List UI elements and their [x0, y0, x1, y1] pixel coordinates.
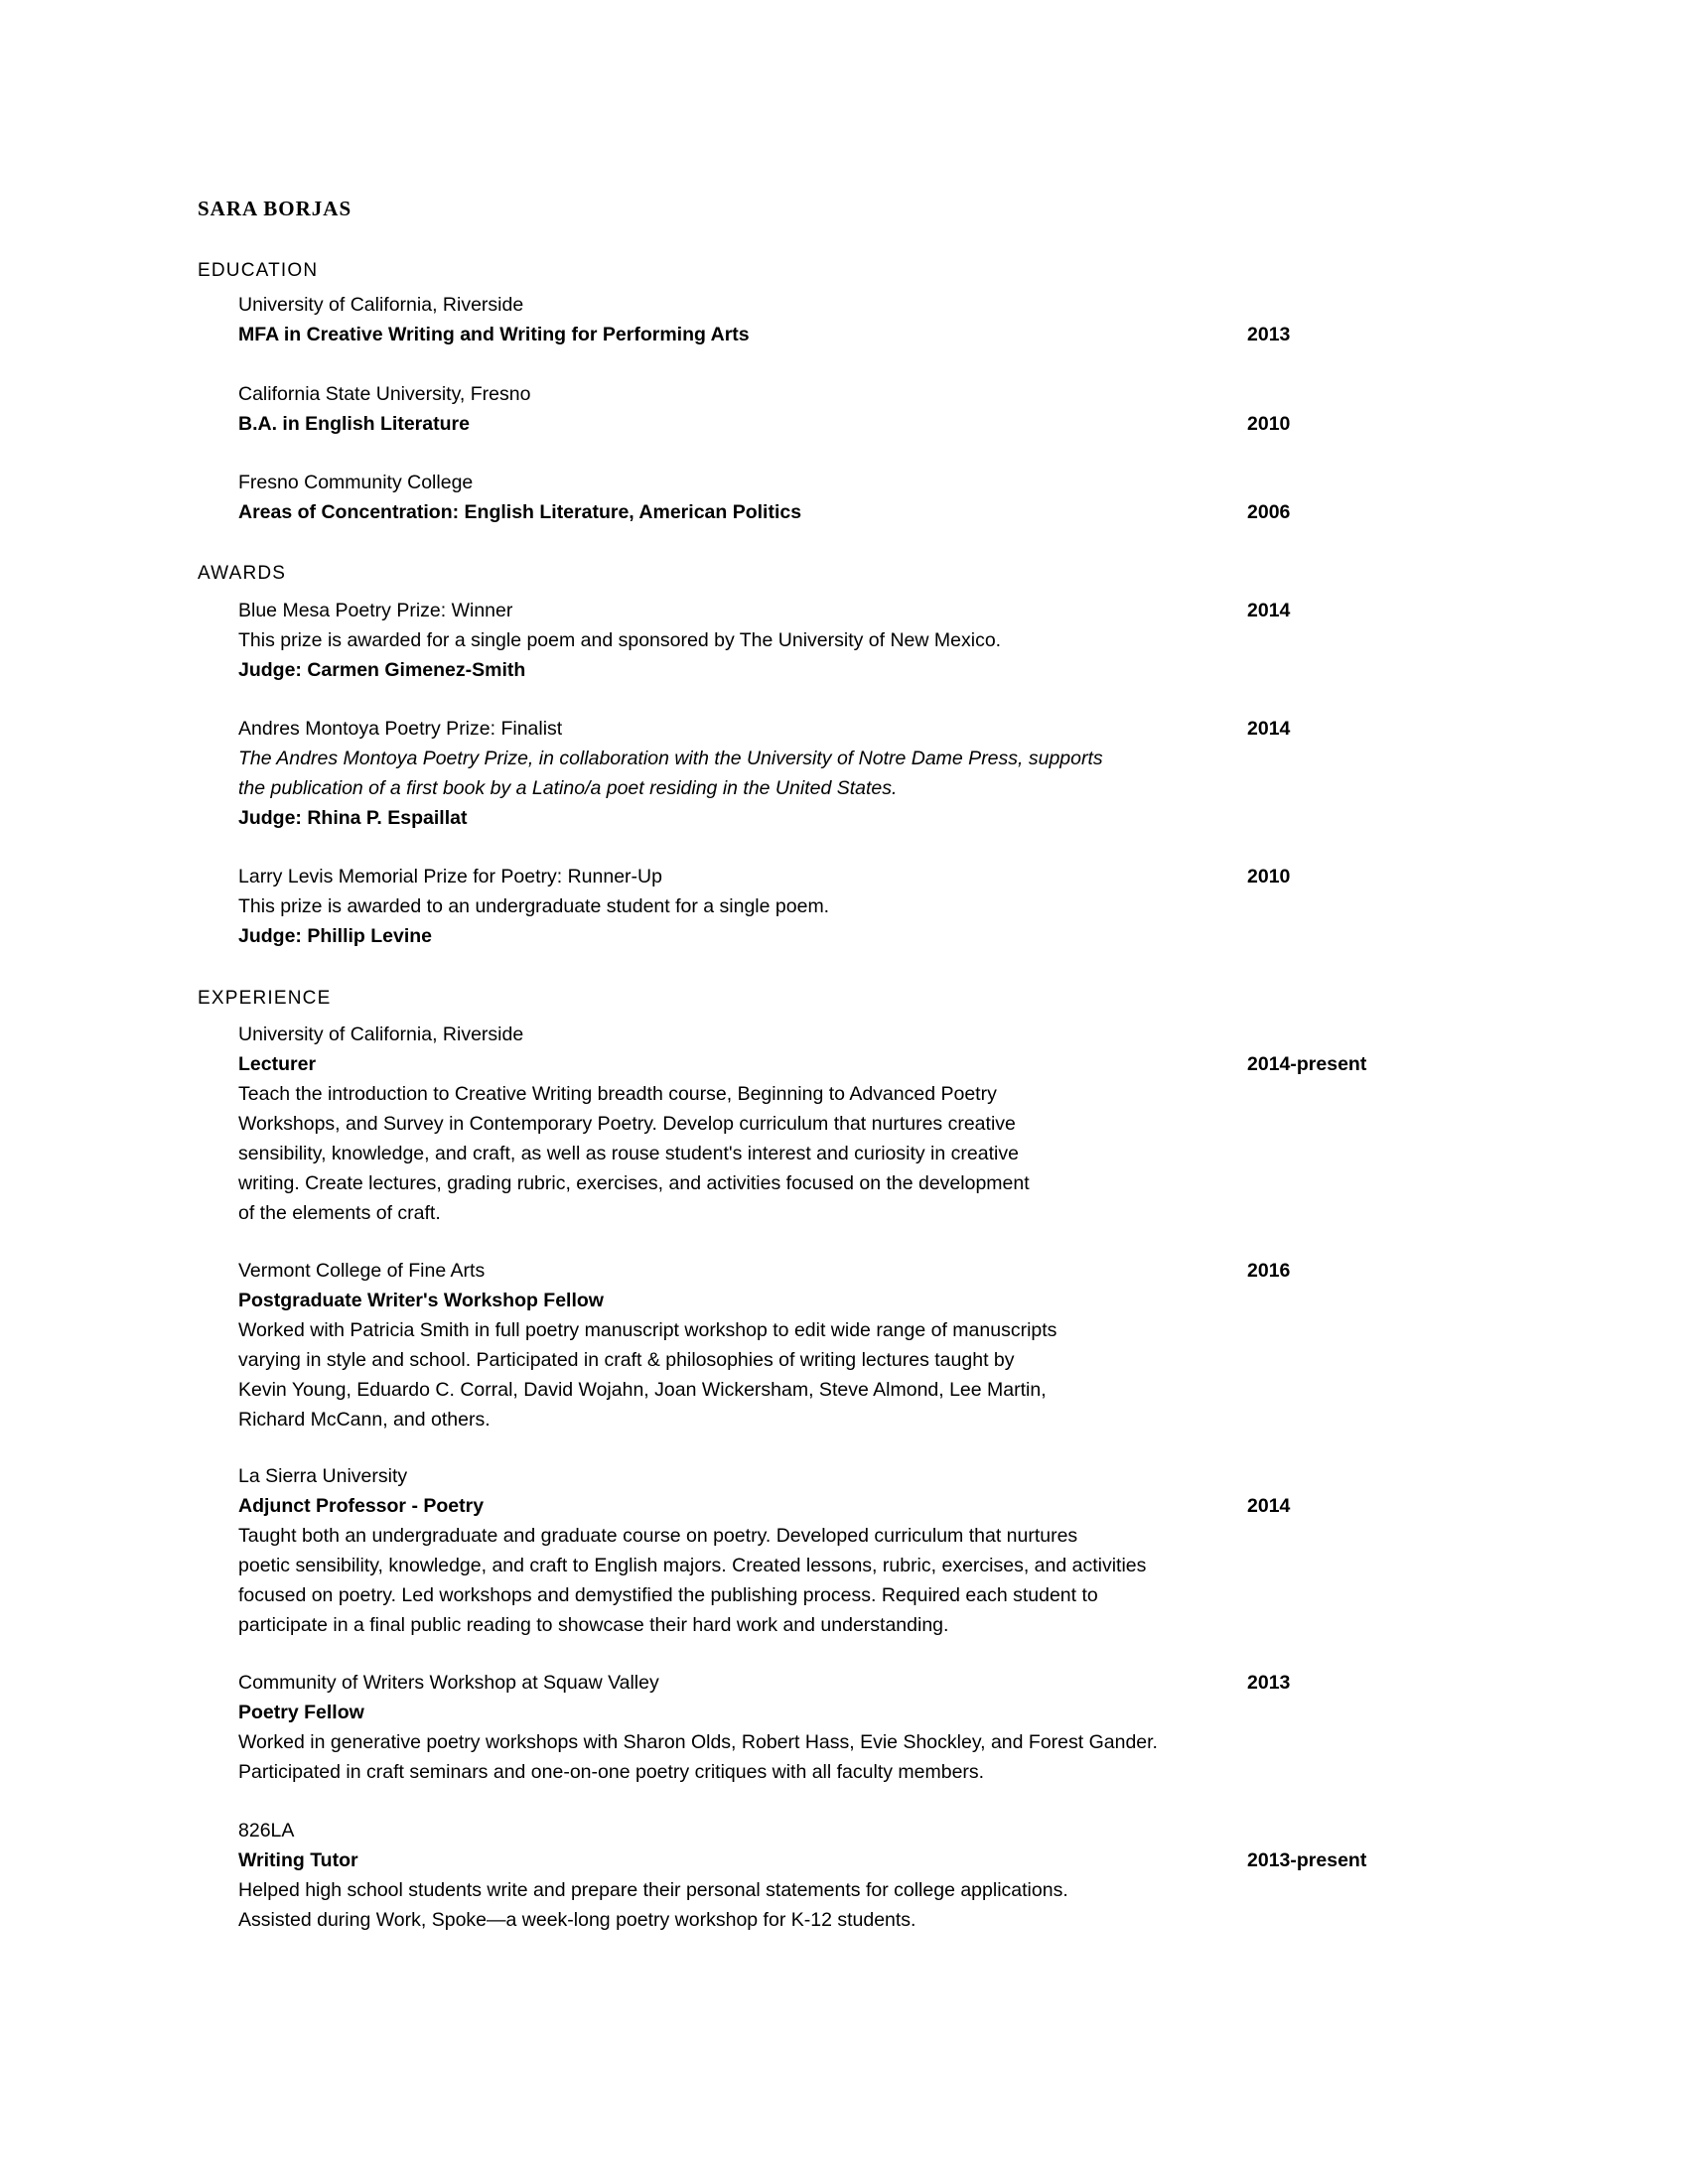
experience-year: 2013: [1247, 1672, 1291, 1694]
award-description: the publication of a first book by a Latino/a poet residing in the United States.: [238, 777, 898, 799]
experience-description: focused on poetry. Led workshops and demystified the publishing process. Required each student to: [238, 1584, 1098, 1606]
award-title: Blue Mesa Poetry Prize: Winner: [238, 600, 513, 621]
experience-description: Workshops, and Survey in Contemporary Poetry. Develop curriculum that nurtures creative: [238, 1113, 1016, 1135]
experience-description: writing. Create lectures, grading rubric, exercises, and activities focused on the development: [238, 1172, 1030, 1194]
education-year: 2013: [1247, 324, 1291, 345]
education-degree: MFA in Creative Writing and Writing for Performing Arts: [238, 324, 750, 345]
experience-entry: [238, 1461, 1370, 1640]
experience-org: 826LA: [238, 1820, 295, 1842]
award-year: 2014: [1247, 718, 1291, 740]
experience-org: University of California, Riverside: [238, 1024, 524, 1045]
experience-entry: [238, 1020, 1370, 1228]
award-entry: [238, 596, 1370, 685]
experience-description: sensibility, knowledge, and craft, as well as rouse student's interest and curiosity in creative: [238, 1143, 1019, 1164]
experience-description: participate in a final public reading to showcase their hard work and understanding.: [238, 1614, 949, 1636]
section-heading-education: EDUCATION: [198, 260, 319, 281]
experience-year: 2014-present: [1247, 1053, 1367, 1075]
experience-entry: [238, 1668, 1370, 1787]
award-entry: [238, 862, 1370, 951]
education-school: California State University, Fresno: [238, 383, 531, 405]
experience-entry: [238, 1816, 1370, 1935]
award-year: 2010: [1247, 866, 1291, 887]
award-description: This prize is awarded to an undergraduate student for a single poem.: [238, 895, 830, 917]
award-year: 2014: [1247, 600, 1291, 621]
experience-org: Vermont College of Fine Arts: [238, 1260, 486, 1282]
education-year: 2006: [1247, 501, 1291, 523]
award-judge: Judge: Phillip Levine: [238, 925, 433, 947]
experience-role: Writing Tutor: [238, 1849, 358, 1871]
experience-description: Helped high school students write and prepare their personal statements for college applications.: [238, 1879, 1068, 1901]
experience-description: poetic sensibility, knowledge, and craft to English majors. Created lessons, rubric, exercises, and activities: [238, 1555, 1147, 1576]
education-year: 2010: [1247, 413, 1291, 435]
experience-description: Richard McCann, and others.: [238, 1409, 491, 1431]
award-description: This prize is awarded for a single poem and sponsored by The University of New Mexico.: [238, 629, 1002, 651]
experience-description: Assisted during Work, Spoke—a week-long poetry workshop for K-12 students.: [238, 1909, 916, 1931]
award-judge: Judge: Carmen Gimenez-Smith: [238, 659, 526, 681]
experience-description: Worked in generative poetry workshops with Sharon Olds, Robert Hass, Evie Shockley, and Forest Gander.: [238, 1731, 1158, 1753]
experience-year: 2016: [1247, 1260, 1291, 1282]
experience-role: Poetry Fellow: [238, 1702, 364, 1723]
experience-description: of the elements of craft.: [238, 1202, 441, 1224]
experience-description: Teach the introduction to Creative Writing breadth course, Beginning to Advanced Poetry: [238, 1083, 997, 1105]
section-heading-experience: EXPERIENCE: [198, 988, 332, 1009]
experience-description: varying in style and school. Participated in craft & philosophies of writing lectures taught by: [238, 1349, 1015, 1371]
experience-role: Lecturer: [238, 1053, 317, 1075]
education-entry: [238, 379, 1370, 439]
experience-year: 2014: [1247, 1495, 1291, 1517]
education-degree: Areas of Concentration: English Literature, American Politics: [238, 501, 802, 523]
award-title: Larry Levis Memorial Prize for Poetry: Runner-Up: [238, 866, 662, 887]
experience-description: Taught both an undergraduate and graduate course on poetry. Developed curriculum that nurtures: [238, 1525, 1078, 1547]
section-heading-awards: AWARDS: [198, 563, 287, 584]
award-judge: Judge: Rhina P. Espaillat: [238, 807, 468, 829]
education-school: Fresno Community College: [238, 472, 474, 493]
experience-description: Worked with Patricia Smith in full poetry manuscript workshop to edit wide range of manuscripts: [238, 1319, 1057, 1341]
education-entry: [238, 468, 1370, 527]
experience-org: Community of Writers Workshop at Squaw Valley: [238, 1672, 659, 1694]
resume-name: SARA BORJAS: [198, 197, 352, 220]
award-title: Andres Montoya Poetry Prize: Finalist: [238, 718, 563, 740]
award-description: The Andres Montoya Poetry Prize, in collaboration with the University of Notre Dame Press, supports: [238, 748, 1103, 769]
experience-role: Postgraduate Writer's Workshop Fellow: [238, 1290, 604, 1311]
experience-role: Adjunct Professor - Poetry: [238, 1495, 485, 1517]
experience-description: Participated in craft seminars and one-on-one poetry critiques with all faculty members.: [238, 1761, 985, 1783]
award-entry: [238, 714, 1370, 833]
experience-org: La Sierra University: [238, 1465, 408, 1487]
experience-entry: [238, 1256, 1370, 1434]
education-entry: [238, 290, 1370, 349]
experience-description: Kevin Young, Eduardo C. Corral, David Wojahn, Joan Wickersham, Steve Almond, Lee Martin,: [238, 1379, 1047, 1401]
education-degree: B.A. in English Literature: [238, 413, 470, 435]
education-school: University of California, Riverside: [238, 294, 524, 316]
experience-year: 2013-present: [1247, 1849, 1367, 1871]
